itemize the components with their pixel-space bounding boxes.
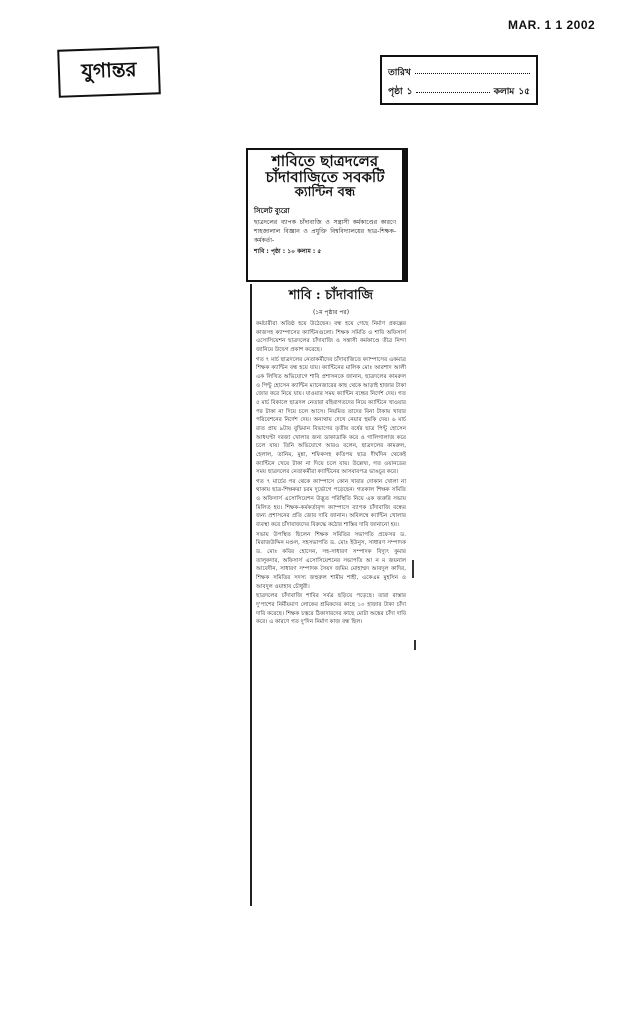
body-paragraph: কর্মচারীরা অতিষ্ঠ হয়ে উঠেছেন। বন্ধ হয়ে গেছে নির্মাণ প্রকল্পের কাজসহ ক্যাম্পাসের ক্যান্টিনগুলো। শিক্ষক সমিতি ও শাবি অফিসার্স এসোসিয়েশন ছাত্রদলের চাঁদাবাজি ও সন্ত্রাসী কর্মকাণ্ডে তীব্র নিন্দা জানিয়ে উদ্বেগ প্রকাশ করেছে।	[256, 321, 406, 353]
headline-line-2: চাঁদাবাজিতে সবকটি	[265, 167, 385, 186]
headline-line-3: ক্যান্টিন বন্ধ	[294, 184, 356, 200]
newspaper-name-stamp	[57, 46, 161, 98]
page-dots	[416, 84, 489, 93]
received-date-stamp: MAR. 1 1 2002	[508, 18, 596, 32]
page-column-row	[388, 84, 530, 99]
page-label: পৃষ্ঠা	[388, 87, 403, 97]
body-paragraph: ছাত্রদলের চাঁদাবাজি শাবির সর্বত্র ছড়িয়ে পড়েছে। তারা রাস্তার দু'পাশের নির্মীয়মাণ লোকের শ্রমিকদের কাছে ১০ হাজার টাকা চাঁদা দাবি করেছে। শিক্ষক চত্বরে ঠিকাদারদের কাছে মোটা অঙ্কের চাঁদা দাবি করে। এ কারণে গত দু'দিন নির্মাণ কাজ বন্ধ ছিল।	[256, 593, 406, 626]
column-label: কলাম	[493, 87, 515, 97]
date-label: তারিখ	[388, 68, 411, 78]
column-value: ১৫	[518, 87, 530, 97]
body-paragraph: গত ৭ মার্চের পর থেকে ক্যাম্পাসে কোন খাবার দোকান খোলা না থাকায় ছাত্র-শিক্ষকরা চরম দুর্ভোগে পড়েছেন। গতকাল শিক্ষক সমিতি ও অফিসার্স এসোসিয়েশন উদ্ভূত পরিস্থিতি নিয়ে এক জরুরি সভায় মিলিত হয়। শিক্ষক-কর্মকর্তাবৃন্দ ক্যাম্পাসে ব্যাপক চাঁদাবাজি বন্ধের জন্য প্রশাসনের প্রতি জোর দাবি জানান। অবিলম্বে ক্যান্টিন খোলার ব্যবস্থা করে চাঁদাবাজদের বিরুদ্ধে কঠোর শাস্তির দাবি জানানো হয়।	[256, 478, 406, 529]
date-dots	[415, 65, 530, 74]
headline-line-1: শাবিতে ছাত্রদলের	[271, 152, 379, 170]
newspaper-name: যুগান্তর	[80, 56, 137, 83]
clipping-headline-block	[246, 148, 408, 282]
page-value: ১	[406, 87, 413, 97]
body-paragraph: গত ৭ মার্চ ছাত্রদলের নেতাকর্মীদের চাঁদাবাজিতে ক্যাম্পাসের একমাত্র শিক্ষক ক্যান্টিন বন্ধ হয়ে যায়। ক্যান্টিনের মালিক মোঃ আরশাদ আলী এক লিখিত অভিযোগে শাবি প্রশাসনকে জানান, ছাত্রদলের কামরুল ও পিন্টু হোসেন ক্যান্টিন ম্যানেজারের কাছ থেকে আড়াই হাজার টাকা জোর করে নিয়ে যায়। যাওয়ার সময় ক্যান্টিন বন্ধের নির্দেশ দেয়। গত ৫ মার্চ বিকালে ছাত্রদল নেতারা বহিরাগতদের নিয়ে ক্যান্টিনে খাওয়ার পর টাকা না দিয়ে চলে আসে। নিয়মিত তাদের বিনা টাকায় খাবার পরিবেশনের নির্দেশ দেয়। অন্যথায় দেখে নেয়ার হুমকি দেয়। ৬ মার্চ রাত প্রায় ৯টায় বুদ্বিমান বিভাগের তৃতীয় বর্ষের ছাত্র পিন্টু হোসেন আধঘণ্টা দরজা খোলার জন্য ডাকাডাকি করে ও গালিগালাজ করে চলে যায়। তিনি অভিযোগে আরও বলেন, ছাত্রদলের কামরুল, হেলাল, তানিম, মুন্না, শফিকসহ কতিপয় ছাত্র দীর্ঘদিন থেকেই ক্যান্টিনে খেয়ে টাকা না দিয়ে চলে যায়। উল্লেখ্য, গত ওয়ানডের সময় ছাত্রদলের নেতাকর্মীরা ক্যান্টিনের আসবাবপত্র ভাঙচুর করে।	[256, 356, 406, 476]
intro-paragraph: ছাত্রদলের ব্যাপক চাঁদাবাজি ও সন্ত্রাসী কর্মকাণ্ডের কারণে শাহজালাল বিজ্ঞান ও প্রযুক্তি বিশ্ববিদ্যালয়ের ছাত্র-শিক্ষক-কর্মকর্তা-	[254, 219, 396, 244]
clipping-body-column	[250, 284, 410, 906]
scan-mark	[414, 640, 416, 650]
continued-from-note: (১ম পৃষ্ঠার পর)	[312, 309, 350, 316]
body-paragraph: সভায় উপস্থিত ছিলেন শিক্ষক সমিতির সভাপতি প্রফেসর ড. মিরাজউদ্দিন মণ্ডল, সহসভাপতি ড. মোঃ ইউনুস, সাধারণ সম্পাদক ড. মোঃ কবির হোসেন, সহ-সাধারণ সম্পাদক বিদ্যুৎ কুমার তালুকদার, অফিসার্স এসোসিয়েশনের সভাপতি আ ন ম জয়নাল আবেদীন, সাধারণ সম্পাদক সৈয়দ জমিম মোহাম্মদ আবদুল কাদির, শিক্ষক সমিতির সদস্য জহুরুল শামীম শাহী, একেএম মুহসিন ও আবদুল ওয়াহাব চৌধুরী।	[256, 531, 406, 590]
scan-mark	[412, 560, 414, 578]
bureau-byline: সিলেট ব্যুরো	[254, 207, 290, 216]
continuation-title: শাবি : চাঁদাবাজি	[288, 288, 373, 303]
clipping-info-box	[380, 55, 538, 105]
date-row	[388, 65, 530, 80]
continued-to-note: শাবি : পৃষ্ঠা : ১০ কলাম : ৫	[254, 248, 322, 256]
